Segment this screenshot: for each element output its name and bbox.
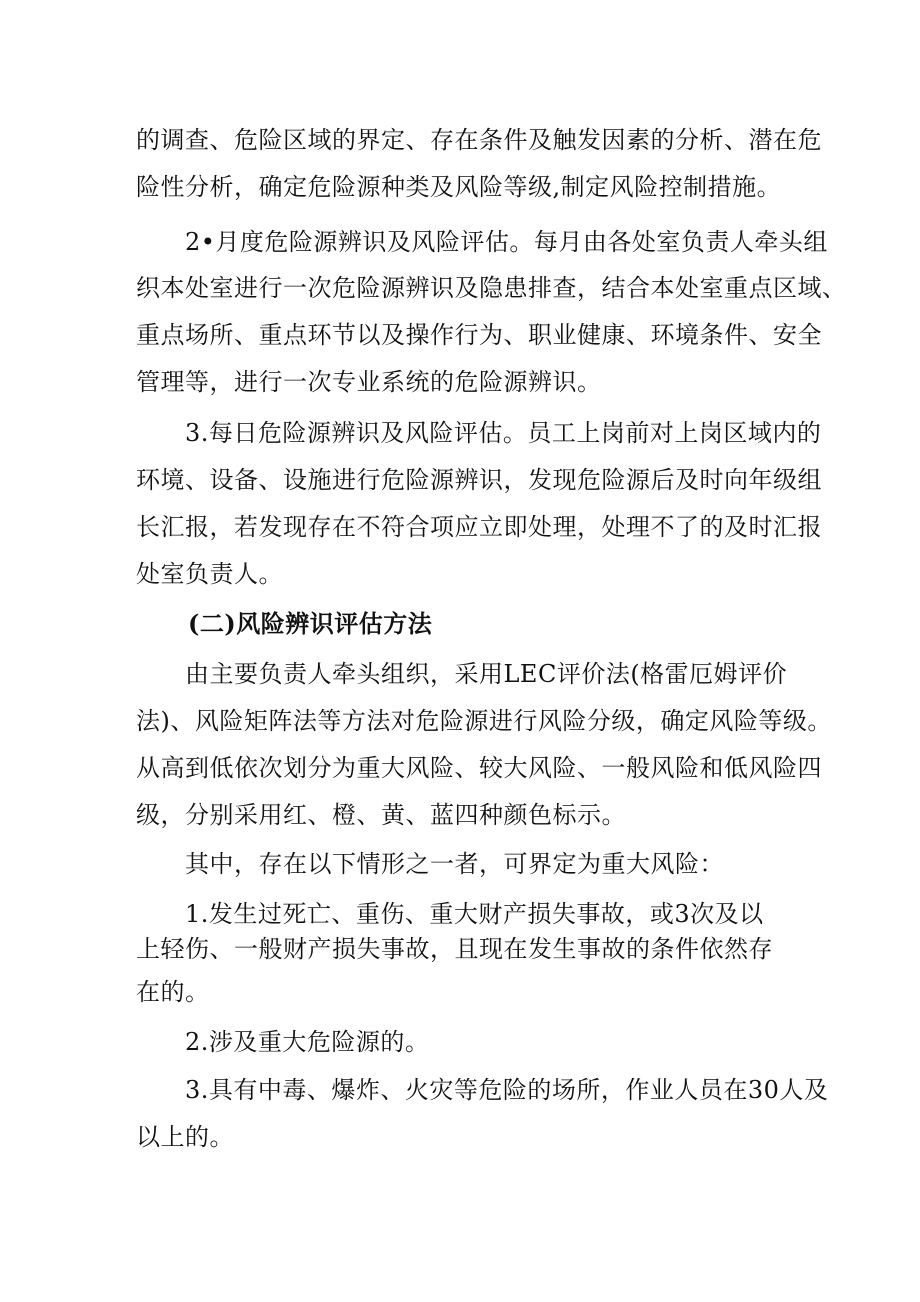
paragraph-line: 其中，存在以下情形之一者，可界定为重大风险：: [185, 850, 724, 878]
paragraph-line: 环境、设备、设施进行危险源辨识，发现危险源后及时向年级组: [136, 466, 822, 494]
paragraph-line: 的调查、危险区域的界定、存在条件及触发因素的分析、潜在危: [136, 126, 822, 154]
paragraph-line: 处室负责人。: [136, 560, 283, 588]
list-item-line: 1.发生过死亡、重伤、重大财产损失事故，或3次及以: [185, 900, 764, 928]
list-item-line: 3.具有中毒、爆炸、火灾等危险的场所，作业人员在30人及: [185, 1076, 829, 1104]
paragraph-line: 3.每日危险源辨识及风险评估。员工上岗前对上岗区域内的: [185, 419, 822, 447]
paragraph-line: 2•月度危险源辨识及风险评估。每月由各处室负责人牵头组: [185, 228, 828, 256]
list-item-line: 上轻伤、一般财产损失事故，且现在发生事故的条件依然存: [136, 935, 773, 963]
paragraph-line: 长汇报，若发现存在不符合项应立即处理，处理不了的及时汇报: [136, 513, 822, 541]
paragraph-line: 重点场所、重点环节以及操作行为、职业健康、环境条件、安全: [136, 321, 822, 349]
paragraph-line: 级，分别采用红、橙、黄、蓝四种颜色标示。: [136, 801, 626, 829]
list-item-line: 以上的。: [136, 1123, 234, 1151]
paragraph-line: 织本处室进行一次危险源辨识及隐患排查，结合本处室重点区域、: [136, 274, 847, 302]
list-item-line: 2.涉及重大危险源的。: [185, 1028, 430, 1056]
paragraph-line: 从高到低依次划分为重大风险、较大风险、一般风险和低风险四: [136, 754, 822, 782]
list-item-line: 在的。: [136, 978, 210, 1006]
paragraph-line: 险性分析，确定危险源种类及风险等级,制定风险控制措施。: [136, 173, 782, 201]
paragraph-line: 由主要负责人牵头组织，采用LEC评价法(格雷厄姆评价: [185, 660, 788, 688]
paragraph-line: 法)、风险矩阵法等方法对危险源进行风险分级，确定风险等级。: [136, 707, 832, 735]
section-heading: (二)风险辨识评估方法: [188, 609, 433, 638]
paragraph-line: 管理等，进行一次专业系统的危险源辨识。: [136, 368, 602, 396]
